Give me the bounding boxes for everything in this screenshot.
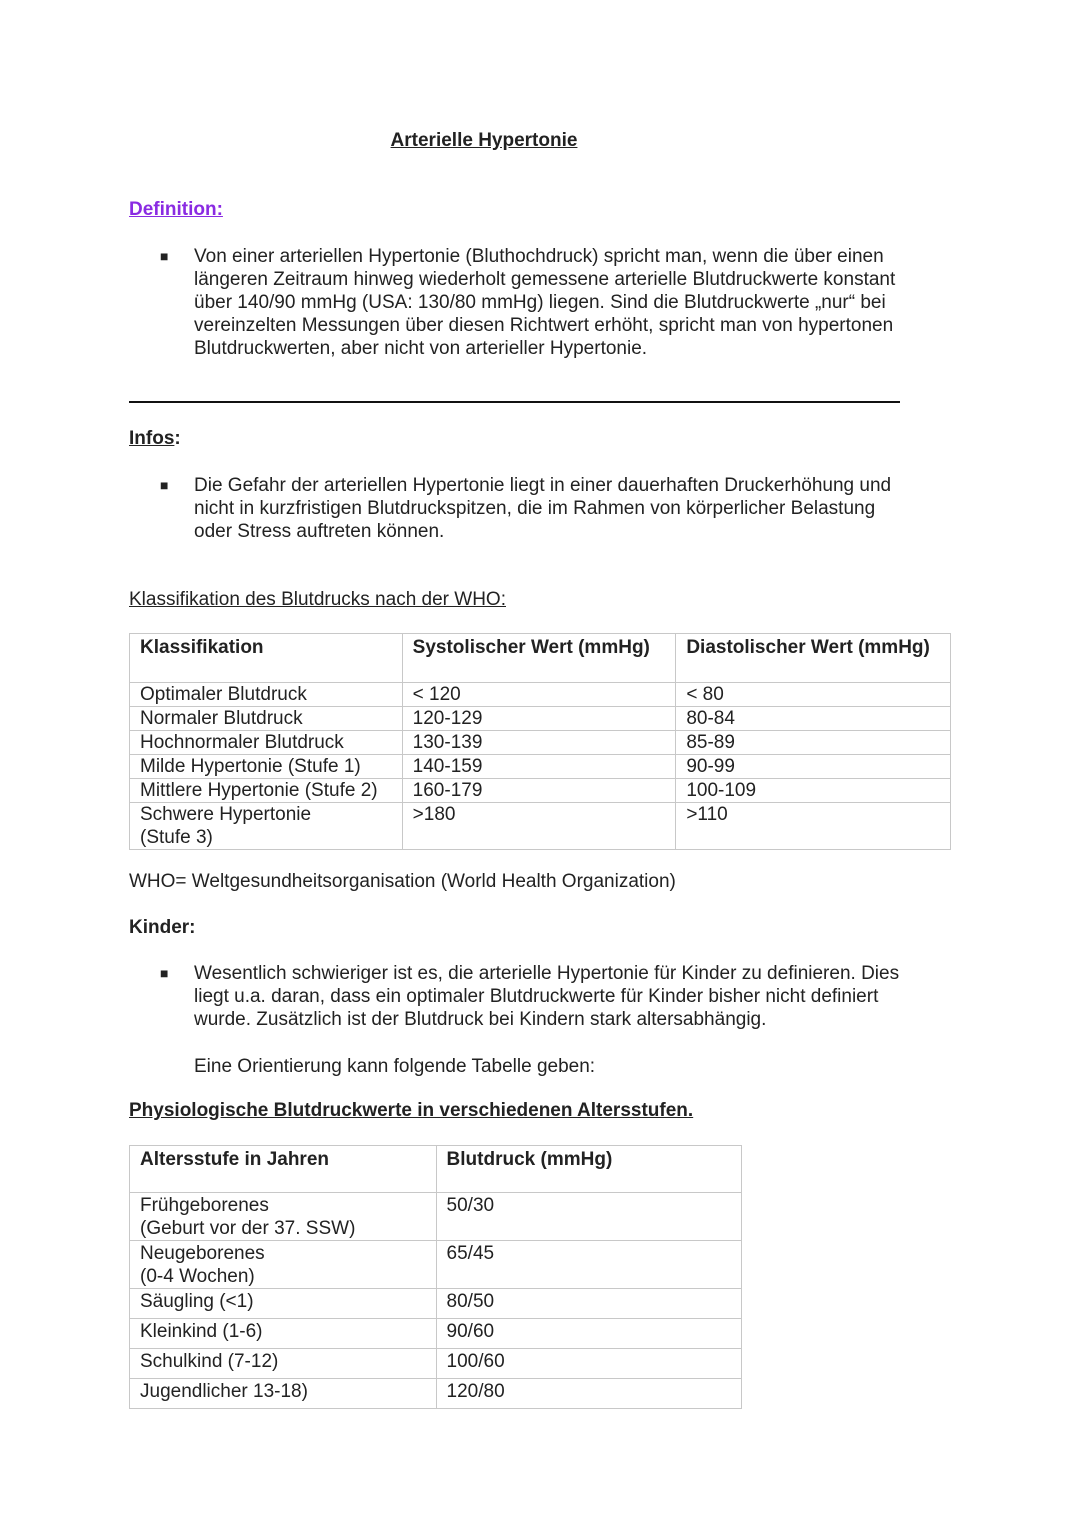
age-table-heading: Physiologische Blutdruckwerte in verschiedenen Altersstufen. — [129, 1100, 694, 1121]
table-row — [130, 1319, 742, 1349]
infos-line: Die Gefahr der arteriellen Hypertonie liegt in einer dauerhaften Druckerhöhung und — [194, 475, 892, 496]
table-row — [130, 1241, 742, 1289]
table-row — [130, 755, 951, 779]
table-row — [130, 779, 951, 803]
definition-line: Blutdruckwerten, aber nicht von arterieller Hypertonie. — [194, 338, 648, 359]
square-bullet-icon: ■ — [160, 965, 169, 981]
table-row — [130, 1349, 742, 1379]
table-row — [130, 1379, 742, 1409]
table-header-cell: Altersstufe in Jahren — [130, 1146, 437, 1193]
table-cell: 100-109 — [676, 779, 951, 803]
table-header-cell: Klassifikation — [130, 634, 403, 683]
table-cell: Kleinkind (1-6) — [130, 1319, 437, 1349]
definition-line: über 140/90 mmHg (USA: 130/80 mmHg) liegen. Sind die Blutdruckwerte „nur“ bei — [194, 292, 886, 313]
who-classification-table — [129, 633, 951, 850]
table-cell: Jugendlicher 13-18) — [130, 1379, 437, 1409]
definition-line: vereinzelten Messungen über diesen Richtwert erhöht, spricht man von hypertonen — [194, 315, 894, 336]
table-row — [130, 1193, 742, 1241]
table-cell: Säugling (<1) — [130, 1289, 437, 1319]
square-bullet-icon: ■ — [160, 248, 169, 264]
table-cell: Milde Hypertonie (Stufe 1) — [130, 755, 403, 779]
table-cell: 100/60 — [436, 1349, 741, 1379]
infos-line: oder Stress auftreten können. — [194, 521, 445, 542]
table-header-row — [130, 1146, 742, 1193]
table-cell: 140-159 — [402, 755, 676, 779]
kinder-heading: Kinder: — [129, 917, 196, 938]
square-bullet-icon: ■ — [160, 477, 169, 493]
table-row — [130, 1289, 742, 1319]
table-cell: Schulkind (7-12) — [130, 1349, 437, 1379]
table-cell: 80-84 — [676, 707, 951, 731]
table-cell: 65/45 — [436, 1241, 741, 1289]
table-row — [130, 731, 951, 755]
table-row — [130, 803, 951, 850]
infos-heading-text: Infos — [129, 428, 175, 449]
kinder-line: wurde. Zusätzlich ist der Blutdruck bei Kindern stark altersabhängig. — [194, 1009, 767, 1030]
who-classification-heading: Klassifikation des Blutdrucks nach der WHO: — [129, 589, 506, 610]
table-cell: 80/50 — [436, 1289, 741, 1319]
table-cell: < 80 — [676, 683, 951, 707]
infos-line: nicht in kurzfristigen Blutdruckspitzen, die im Rahmen von körperlicher Belastung — [194, 498, 876, 519]
page-title: Arterielle Hypertonie — [390, 130, 578, 151]
kinder-line: liegt u.a. daran, dass ein optimaler Blutdruckwerte für Kinder bisher nicht definiert — [194, 986, 879, 1007]
definition-line: Von einer arteriellen Hypertonie (Bluthochdruck) spricht man, wenn die über einen — [194, 246, 884, 267]
table-cell: 120-129 — [402, 707, 676, 731]
table-cell: >110 — [676, 803, 951, 850]
table-cell: 85-89 — [676, 731, 951, 755]
kinder-line: Wesentlich schwieriger ist es, die arterielle Hypertonie für Kinder zu definieren. Dies — [194, 963, 900, 984]
table-cell: < 120 — [402, 683, 676, 707]
definition-paragraph — [194, 245, 895, 360]
infos-paragraph — [194, 474, 891, 543]
infos-heading-colon: : — [174, 428, 181, 449]
table-cell: 90-99 — [676, 755, 951, 779]
who-abbreviation-note: WHO= Weltgesundheitsorganisation (World Health Organization) — [129, 871, 676, 892]
table-cell: Frühgeborenes (Geburt vor der 37. SSW) — [130, 1193, 437, 1241]
table-cell: Normaler Blutdruck — [130, 707, 403, 731]
table-cell: Neugeborenes (0-4 Wochen) — [130, 1241, 437, 1289]
table-cell: Schwere Hypertonie (Stufe 3) — [130, 803, 403, 850]
table-header-cell: Diastolischer Wert (mmHg) — [676, 634, 951, 683]
table-cell: >180 — [402, 803, 676, 850]
table-cell: Optimaler Blutdruck — [130, 683, 403, 707]
table-row — [130, 707, 951, 731]
table-header-cell: Blutdruck (mmHg) — [436, 1146, 741, 1193]
table-cell: 50/30 — [436, 1193, 741, 1241]
table-cell: Mittlere Hypertonie (Stufe 2) — [130, 779, 403, 803]
table-cell: 130-139 — [402, 731, 676, 755]
section-divider — [129, 401, 900, 403]
infos-heading — [129, 428, 181, 450]
orientation-text: Eine Orientierung kann folgende Tabelle geben: — [194, 1056, 596, 1077]
age-blood-pressure-table — [129, 1145, 742, 1409]
table-header-cell: Systolischer Wert (mmHg) — [402, 634, 676, 683]
definition-heading: Definition: — [129, 199, 223, 220]
definition-line: längeren Zeitraum hinweg wiederholt gemessene arterielle Blutdruckwerte konstant — [194, 269, 896, 290]
table-cell: 90/60 — [436, 1319, 741, 1349]
table-header-row — [130, 634, 951, 683]
table-cell: Hochnormaler Blutdruck — [130, 731, 403, 755]
table-cell: 160-179 — [402, 779, 676, 803]
kinder-paragraph — [194, 962, 899, 1031]
table-row — [130, 683, 951, 707]
table-cell: 120/80 — [436, 1379, 741, 1409]
